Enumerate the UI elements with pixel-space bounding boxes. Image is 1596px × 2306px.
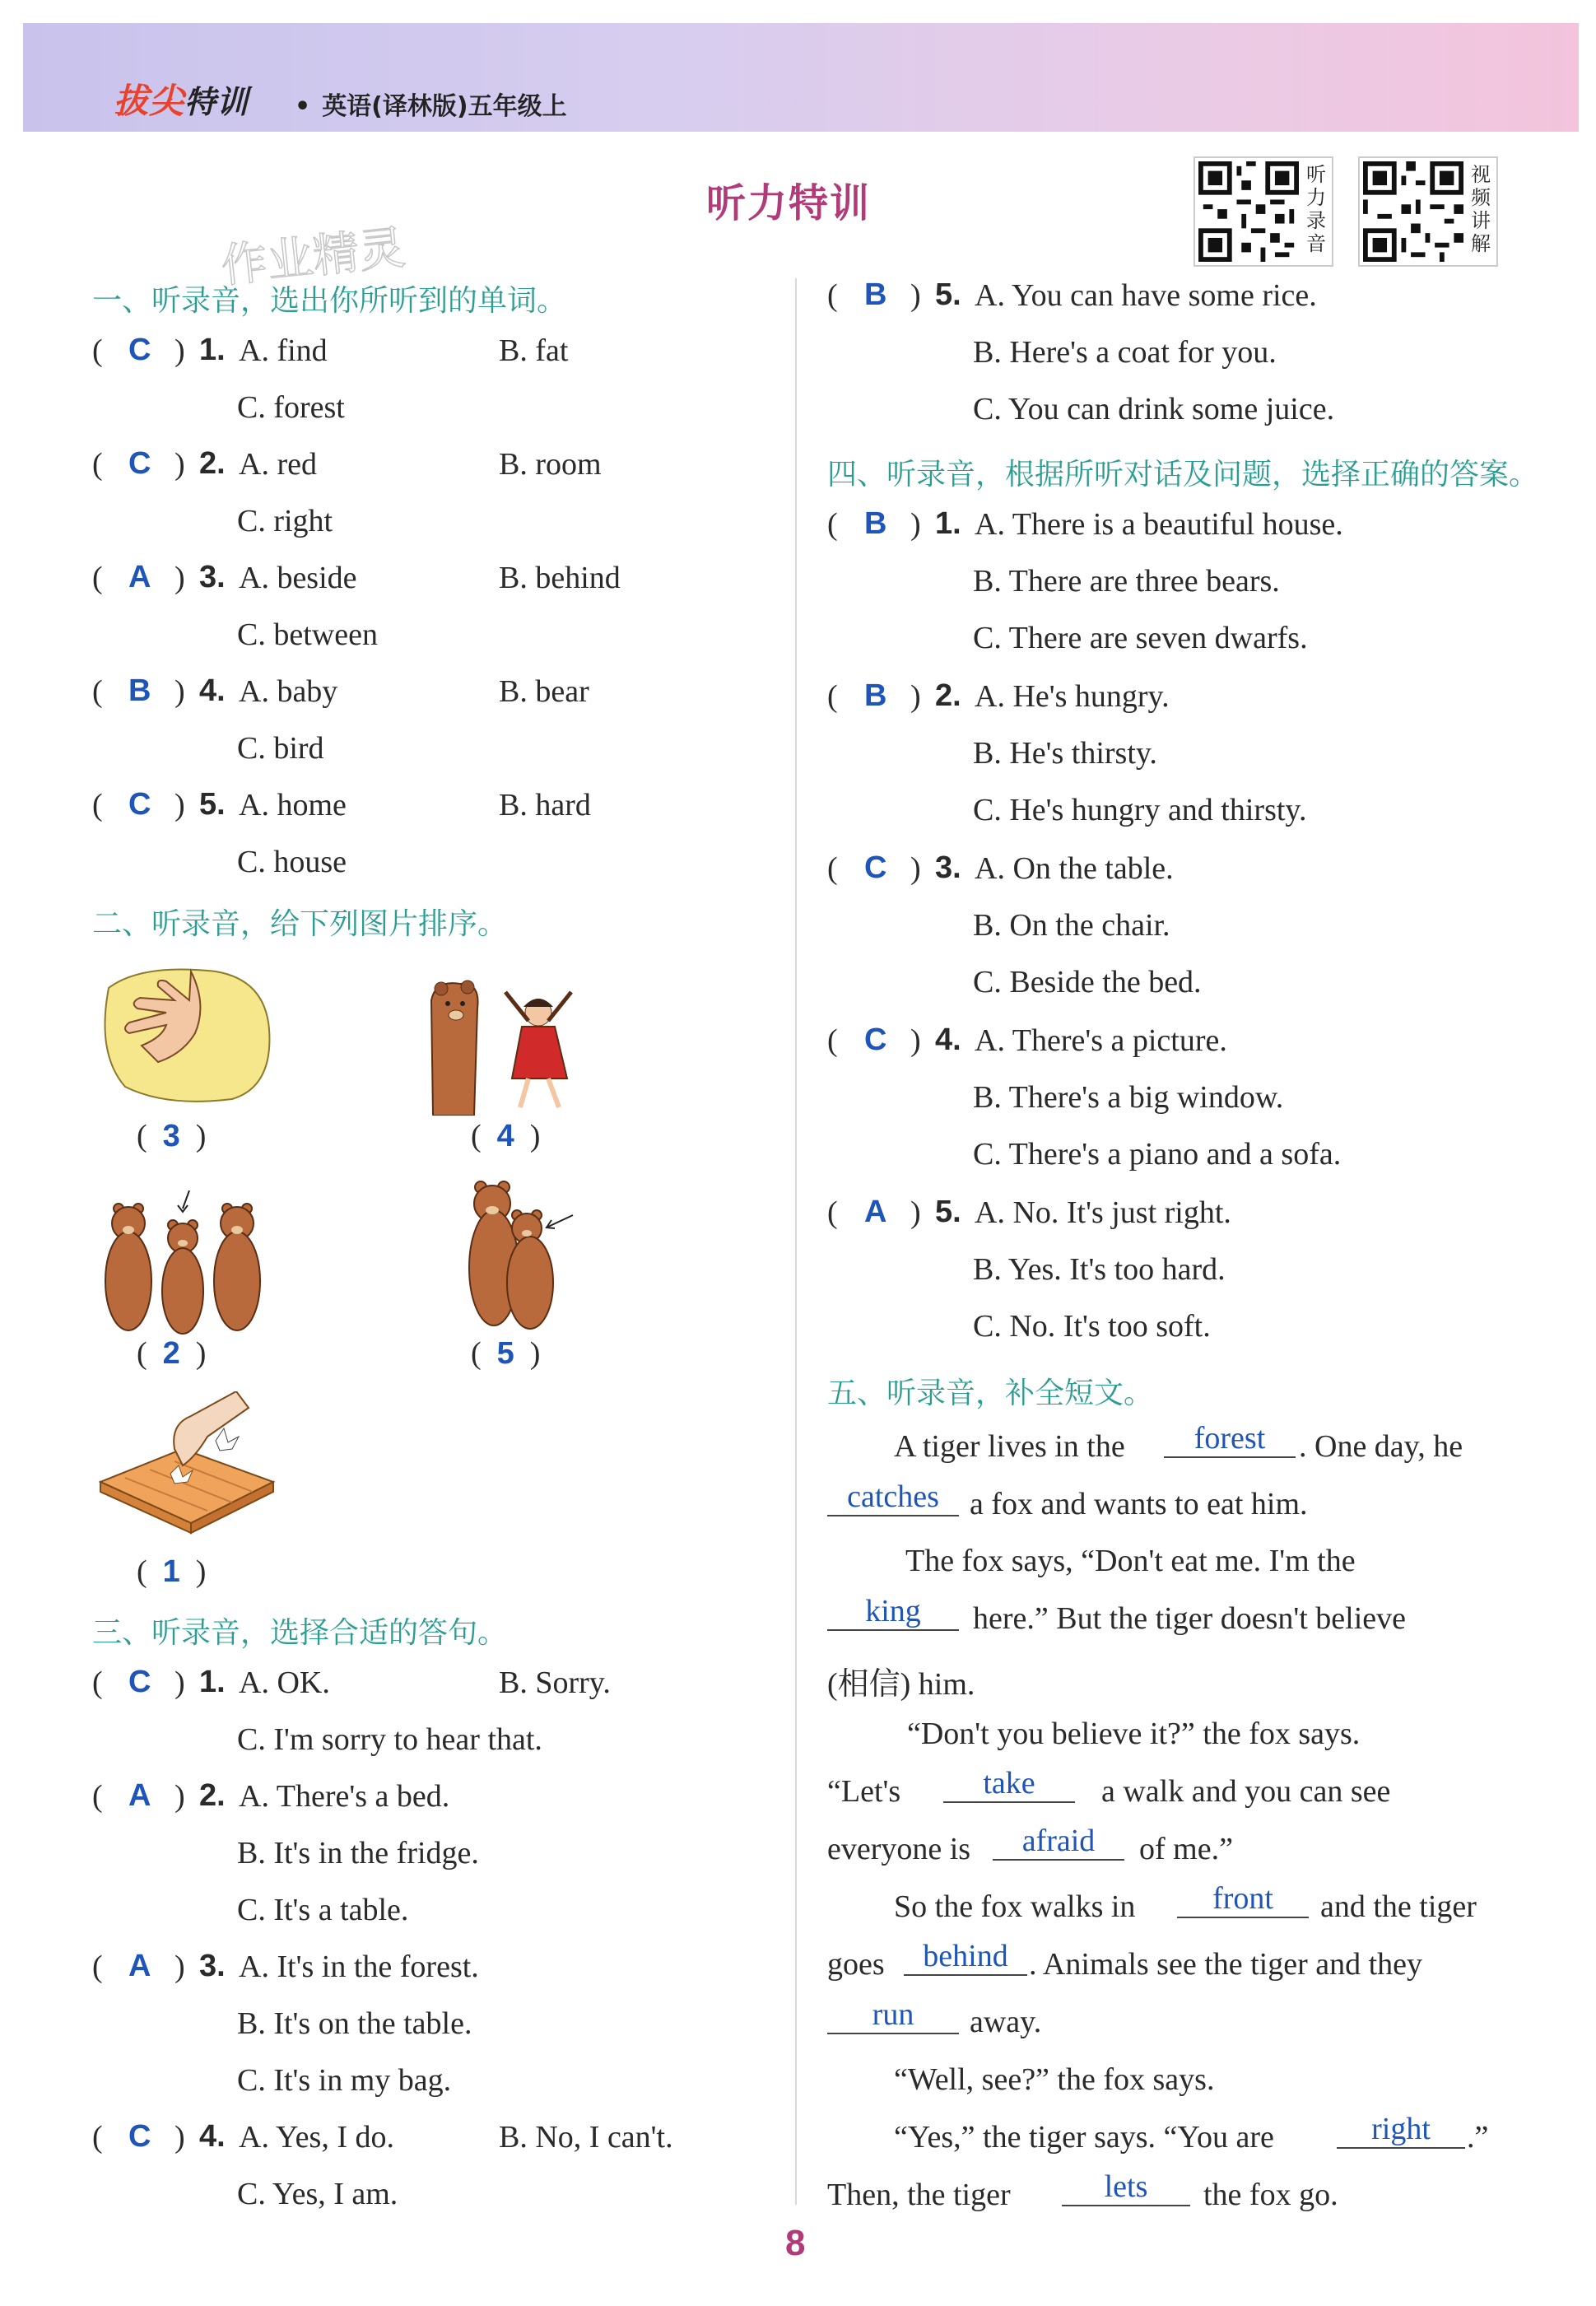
pic-answer: ( 5 ): [471, 1336, 541, 1371]
page-number: 8: [785, 2223, 806, 2263]
hand-pressing-pillow-icon: [92, 955, 277, 1111]
blank-10[interactable]: lets: [1062, 2169, 1190, 2206]
three-bears-icon: [92, 1190, 273, 1339]
answer: C: [128, 2119, 151, 2154]
blank-4[interactable]: take: [943, 1765, 1075, 1803]
answer: B: [864, 506, 887, 541]
qr-label-audio: 听力录音: [1306, 163, 1326, 255]
header-band: [23, 23, 1579, 132]
answer: B: [864, 277, 887, 312]
answer: C: [128, 787, 151, 822]
section4-heading: 四、听录音，根据所听对话及问题，选择正确的答案。: [827, 458, 1539, 491]
book-title: • 英语(译林版)五年级上: [295, 92, 567, 121]
blank-5[interactable]: afraid: [993, 1823, 1124, 1861]
column-divider: [795, 278, 797, 2205]
answer: C: [128, 1665, 151, 1699]
blank-2[interactable]: catches: [827, 1479, 959, 1516]
brand-logo: 拔尖特训: [114, 81, 249, 121]
answer: A: [128, 1949, 151, 1983]
answer: B: [864, 678, 887, 713]
blank-6[interactable]: front: [1177, 1880, 1309, 1918]
watermark: 作业精灵: [218, 221, 408, 294]
qr-label-video: 视频讲解: [1471, 163, 1491, 255]
pic-answer: ( 4 ): [471, 1119, 541, 1153]
blank-8[interactable]: run: [827, 1996, 959, 2034]
hand-knocking-wood-icon: [92, 1391, 280, 1540]
answer: A: [128, 1778, 151, 1813]
answer: A: [864, 1195, 887, 1229]
pic-answer: ( 3 ): [137, 1119, 207, 1153]
answer: C: [128, 446, 151, 481]
blank-7[interactable]: behind: [904, 1938, 1027, 1976]
section2-heading: 二、听录音，给下列图片排序。: [92, 907, 508, 941]
girl-running-from-bear-icon: [423, 976, 670, 1116]
section3-heading: 三、听录音，选择合适的答句。: [92, 1616, 508, 1650]
qr-icon: [1198, 161, 1299, 262]
blank-1[interactable]: forest: [1164, 1420, 1296, 1458]
qr-icon: [1363, 161, 1463, 262]
qr-code-video[interactable]: [1358, 156, 1498, 267]
section5-heading: 五、听录音，补全短文。: [827, 1377, 1154, 1410]
answer: C: [864, 1023, 887, 1057]
pic-answer: ( 1 ): [137, 1554, 207, 1589]
answer: C: [128, 333, 151, 367]
section1-heading: 一、听录音，选出你所听到的单词。: [92, 284, 567, 318]
answer: A: [128, 560, 151, 594]
qr-code-audio[interactable]: [1194, 156, 1333, 267]
blank-9[interactable]: right: [1337, 2111, 1465, 2149]
page-title: 听力特训: [706, 180, 872, 226]
answer: B: [128, 673, 151, 708]
answer: C: [864, 850, 887, 885]
blank-3[interactable]: king: [827, 1593, 959, 1631]
two-bears-icon: [466, 1176, 581, 1332]
pic-answer: ( 2 ): [137, 1336, 207, 1371]
